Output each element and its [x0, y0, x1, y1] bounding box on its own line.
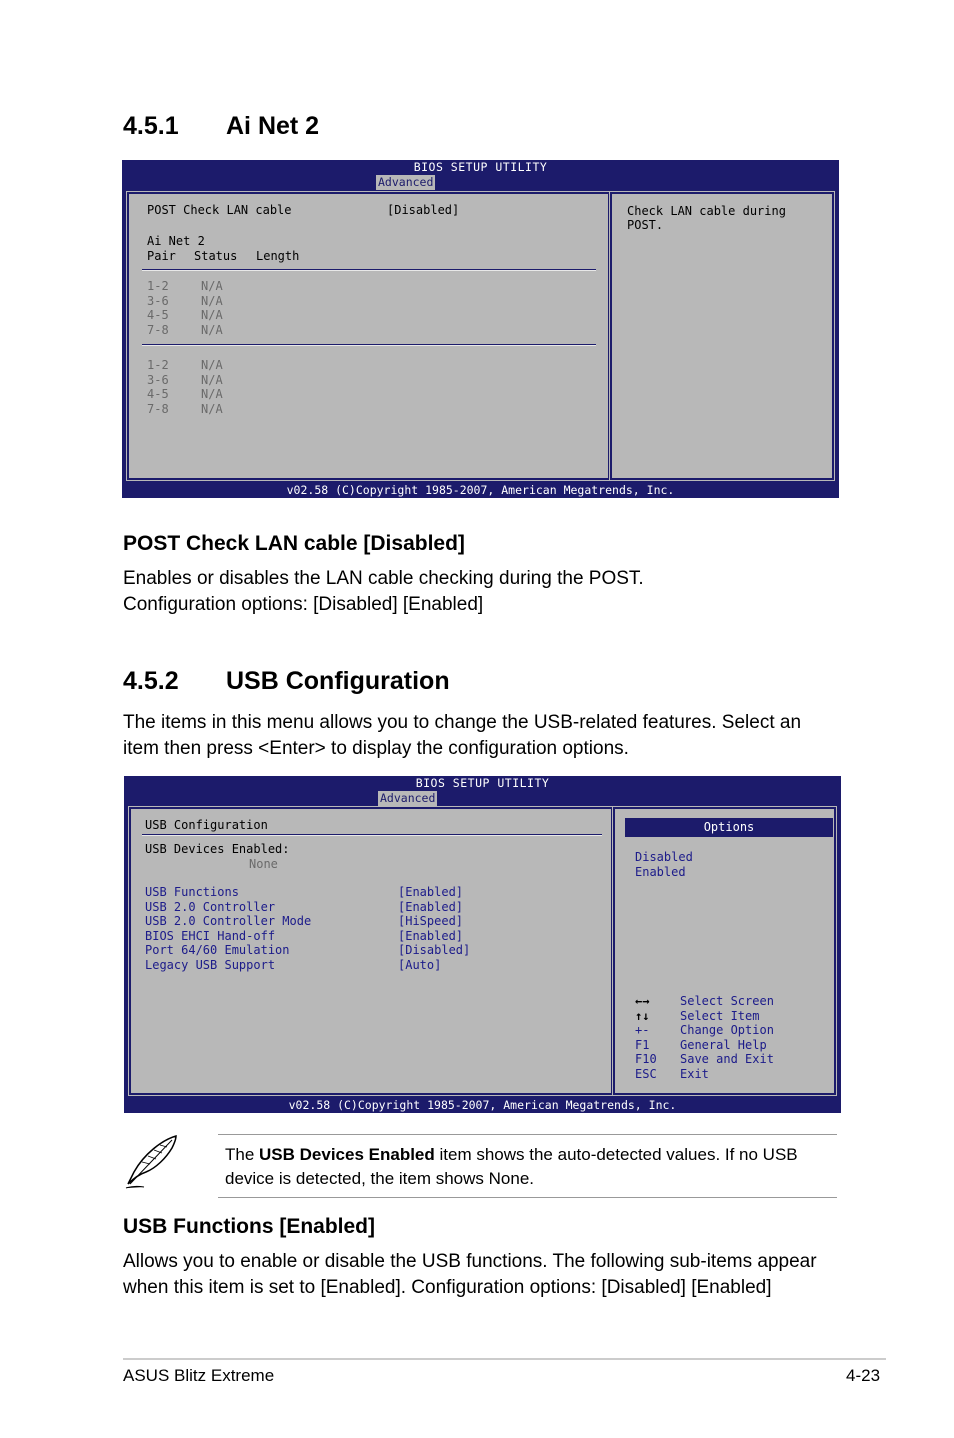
note-post: item shows the auto-detected values. If no USB — [434, 1145, 798, 1164]
footer-product-name: ASUS Blitz Extreme — [123, 1366, 275, 1385]
usb-functions-value[interactable]: [Enabled] — [398, 885, 464, 899]
usb-2-controller-mode-label[interactable]: USB 2.0 Controller Mode — [145, 914, 312, 928]
pair-row: 4-5 — [147, 308, 169, 322]
bios-footer: v02.58 (C)Copyright 1985-2007, American Megatrends, Inc. — [286, 483, 675, 497]
usb-devices-enabled-label: USB Devices Enabled: — [145, 842, 290, 856]
usb-devices-enabled-value: None — [249, 857, 278, 871]
usb-intro-line2: item then press <Enter> to display the configuration options. — [123, 738, 629, 759]
option-enabled[interactable]: Enabled — [635, 864, 686, 879]
status-cell: N/A — [201, 401, 223, 416]
bios-ehci-hand-off-value[interactable]: [Enabled] — [398, 928, 464, 943]
pair-row: 4-5 — [147, 387, 169, 401]
pair-row: 3-6 — [147, 293, 169, 308]
note-top-rule — [218, 1134, 837, 1135]
note-pre: The — [225, 1145, 260, 1164]
note-text-line2: device is detected, the item shows None. — [225, 1169, 534, 1188]
status-cell: N/A — [201, 308, 223, 322]
port-64-60-emulation-label[interactable]: Port 64/60 Emulation — [145, 943, 290, 957]
status-cell: N/A — [201, 372, 223, 387]
pair-row: 1-2 — [147, 358, 169, 372]
section-number-4-5-1: 4.5.1 — [123, 112, 179, 140]
pair-row: 1-2 — [147, 279, 169, 293]
section-title-ai-net-2: Ai Net 2 — [226, 112, 320, 140]
bios-ehci-hand-off-label[interactable]: BIOS EHCI Hand-off — [145, 928, 276, 943]
bios-header: BIOS SETUP UTILITY — [413, 160, 548, 174]
key-label: F10 — [635, 1052, 657, 1066]
key-label: ESC — [635, 1066, 657, 1081]
col-length: Length — [256, 249, 300, 263]
key-label: +- — [635, 1023, 650, 1037]
divider-middle — [142, 344, 596, 346]
options-title: Options — [703, 820, 755, 834]
divider-top — [142, 834, 602, 836]
usb-functions-desc-line1: Allows you to enable or disable the USB functions. The following sub-items appear — [123, 1251, 817, 1272]
note-icon — [122, 1132, 182, 1192]
key-desc: General Help — [680, 1037, 767, 1052]
status-cell: N/A — [201, 279, 223, 293]
bios-screen-usb-configuration — [124, 776, 841, 1113]
col-pair: Pair — [147, 249, 176, 263]
bios-help-panel — [610, 192, 834, 480]
note-text-line1 — [225, 1143, 798, 1166]
key-label: F1 — [635, 1037, 650, 1052]
post-check-lan-label[interactable]: POST Check LAN cable — [147, 203, 292, 217]
tab-advanced[interactable]: Advanced — [378, 175, 434, 189]
help-text-line1: Check LAN cable during — [627, 204, 786, 218]
legacy-usb-support-value[interactable]: [Auto] — [398, 957, 442, 972]
pair-row: 3-6 — [147, 372, 169, 387]
key-desc: Select Screen — [680, 994, 774, 1008]
usb-functions-heading: USB Functions [Enabled] — [123, 1215, 375, 1238]
status-cell: N/A — [201, 358, 223, 372]
post-check-desc-line1: Enables or disables the LAN cable checking during the POST. — [123, 568, 644, 589]
usb-2-controller-label[interactable]: USB 2.0 Controller — [145, 899, 276, 914]
usb-functions-label[interactable]: USB Functions — [145, 885, 239, 899]
status-cell: N/A — [201, 293, 223, 308]
pair-row: 7-8 — [147, 322, 169, 337]
arrows-up-down-icon: ↑↓ — [635, 1008, 650, 1023]
footer-rule — [123, 1358, 886, 1360]
pair-row: 7-8 — [147, 401, 169, 416]
post-check-desc-line2: Configuration options: [Disabled] [Enabled] — [123, 594, 484, 615]
post-check-lan-value[interactable]: [Disabled] — [387, 203, 460, 217]
arrows-left-right-icon: ←→ — [635, 994, 650, 1008]
usb-intro-line1: The items in this menu allows you to change the USB-related features. Select an — [123, 712, 802, 733]
usb-2-controller-value[interactable]: [Enabled] — [398, 899, 464, 914]
bios-screen-ai-net-2 — [122, 160, 839, 498]
help-text-line2: POST. — [627, 218, 664, 232]
usb-functions-desc-line2: when this item is set to [Enabled]. Configuration options: [Disabled] [Enabled] — [123, 1277, 772, 1298]
col-status: Status — [194, 249, 238, 263]
key-desc: Save and Exit — [680, 1052, 774, 1066]
ai-net-2-group-title: Ai Net 2 — [147, 234, 205, 248]
bios-footer: v02.58 (C)Copyright 1985-2007, American Megatrends, Inc. — [288, 1098, 677, 1112]
option-disabled[interactable]: Disabled — [635, 850, 693, 864]
status-cell: N/A — [201, 322, 223, 337]
note-bottom-rule — [218, 1197, 837, 1198]
divider-top — [142, 269, 596, 271]
key-desc: Change Option — [680, 1023, 774, 1037]
tab-advanced[interactable]: Advanced — [380, 791, 436, 805]
post-check-heading: POST Check LAN cable [Disabled] — [123, 532, 465, 555]
usb-2-controller-mode-value[interactable]: [HiSpeed] — [398, 914, 464, 928]
footer-page-number: 4-23 — [846, 1366, 881, 1385]
note-bold: USB Devices Enabled — [259, 1145, 435, 1164]
legacy-usb-support-label[interactable]: Legacy USB Support — [145, 957, 276, 972]
bios-header: BIOS SETUP UTILITY — [415, 776, 550, 790]
key-desc: Select Item — [680, 1008, 760, 1023]
section-number-4-5-2: 4.5.2 — [123, 667, 179, 695]
section-title-usb-configuration: USB Configuration — [226, 667, 450, 695]
key-desc: Exit — [680, 1066, 709, 1081]
status-cell: N/A — [201, 387, 223, 401]
port-64-60-emulation-value[interactable]: [Disabled] — [398, 943, 471, 957]
usb-configuration-title: USB Configuration — [145, 818, 268, 832]
